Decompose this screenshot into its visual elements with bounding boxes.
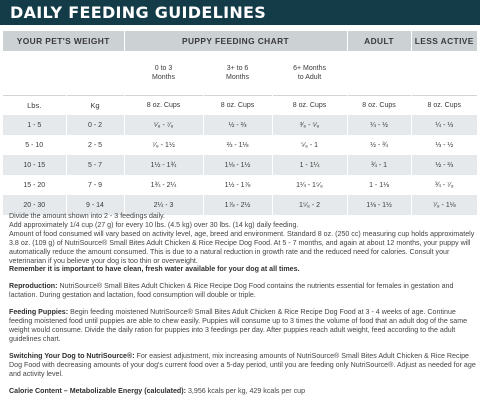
feeding-notes: [9, 212, 477, 395]
cups-unit-header: 8 oz. Cups: [272, 95, 347, 115]
reproduction-label: Reproduction:: [9, 282, 58, 291]
cups-cell: 1 - 1⅛: [347, 175, 411, 195]
feeding-frequency-note: Divide the amount shown into 2 - 3 feedings daily.: [9, 212, 166, 220]
cups-cell: ⁵⁄₈ - ⁷⁄₈: [124, 115, 203, 135]
kg-unit-header: Kg: [66, 95, 124, 115]
cups-cell: ¼ - ⅓: [411, 115, 477, 135]
cups-cell: 1½ - 1⅞: [203, 175, 272, 195]
cups-cell: ⅓ - ½: [411, 135, 477, 155]
table-row: [3, 155, 477, 175]
feeding-puppies-text: Begin feeding moistened NutriSource® Small Bites Adult Chicken & Rice Recipe Dog Food at 3 - 4 weeks of age. Continue feeding moistened food until puppies are able to chew easily. Puppies will consume up to 3 times the volume of food that an adult dog of the same weight would consume. Divide the daily ration for puppies into 3 feedings per day. After puppies reach adult weight, feed according to the adult guidelines chart.: [9, 308, 468, 343]
table-row: [3, 115, 477, 135]
cups-cell: 1¾ - 2¼: [124, 175, 203, 195]
cups-cell: 1⅛ - 1½: [347, 195, 411, 215]
cups-cell: 1 - 1¼: [272, 155, 347, 175]
age-6-adult-header: 6+ Months to Adult: [272, 51, 347, 95]
empty-age-cell: [3, 51, 66, 95]
lbs-unit-header: Lbs.: [3, 95, 66, 115]
cups-cell: ½ - ⅔: [203, 115, 272, 135]
cups-cell: 1⅞ - 2½: [203, 195, 272, 215]
extra-weight-note: Add approximately 1/4 cup (27 g) for every 10 lbs. (4.5 kg) over 30 lbs. (14 kg) daily feeding.: [9, 220, 299, 229]
table-row: [3, 175, 477, 195]
cups-unit-header: 8 oz. Cups: [124, 95, 203, 115]
cups-cell: ⁵⁄₈ - 1: [272, 135, 347, 155]
calorie-text: 3,956 kcals per kg, 429 kcals per cup: [185, 386, 306, 395]
water-reminder: Remember it is important to have clean, fresh water available for your dog at all times.: [9, 265, 300, 274]
empty-age-cell: [347, 51, 411, 95]
lbs-cell: 20 - 30: [3, 195, 66, 215]
adult-category-header: ADULT: [347, 31, 411, 51]
cups-cell: 1⁵⁄₈ - 2: [272, 195, 347, 215]
feeding-puppies-paragraph: [9, 308, 477, 344]
feeding-chart-table: [3, 31, 477, 215]
reproduction-paragraph: [9, 282, 477, 300]
cups-unit-header: 8 oz. Cups: [411, 95, 477, 115]
less-active-category-header: LESS ACTIVE: [411, 31, 477, 51]
calorie-label: Calorie Content – Metabolizable Energy (calculated):: [9, 386, 186, 395]
empty-age-cell: [411, 51, 477, 95]
unit-header-row: [3, 95, 477, 115]
cups-cell: 1½ - 1¾: [124, 155, 203, 175]
kg-cell: 0 - 2: [66, 115, 124, 135]
cups-cell: ³⁄₈ - ⁵⁄₈: [272, 115, 347, 135]
cups-cell: ⁷⁄₈ - 1½: [124, 135, 203, 155]
page-title: DAILY FEEDING GUIDELINES: [0, 0, 480, 25]
cups-cell: 1¼ - 1⁵⁄₈: [272, 175, 347, 195]
age-0-3-header: 0 to 3 Months: [124, 51, 203, 95]
category-header-row: [3, 31, 477, 51]
puppy-category-header: PUPPY FEEDING CHART: [124, 31, 347, 51]
kg-cell: 9 - 14: [66, 195, 124, 215]
reproduction-text: NutriSource® Small Bites Adult Chicken & Rice Recipe Dog Food contains the nutrients essential for females in gestation and lactation. During gestation and lactation, food consumption will double or triple.: [9, 282, 454, 300]
cups-cell: ¾ - 1: [347, 155, 411, 175]
cups-cell: ½ - ⅔: [411, 155, 477, 175]
amount-variation-note: Amount of food consumed will vary based on activity level, age, breed and environment. Standard 8 oz. (250 cc) measuring cup holds approximately 3.8 oz. (109 g) of NutriSource® Small Bites Adult Chicken & Rice Recipe Dog Food. At 5 - 7 months, and again at about 12 months, your puppy will automatically reduce the amount consumed. This is due to a natural reduction in growth rate and the reduced need for calories. Consult your veterinarian if you believe your dog is too thin or overweight.: [9, 229, 475, 265]
table-row: [3, 135, 477, 155]
lbs-cell: 15 - 20: [3, 175, 66, 195]
cups-cell: ½ - ¾: [347, 135, 411, 155]
kg-cell: 7 - 9: [66, 175, 124, 195]
cups-cell: 1⅛ - 1½: [203, 155, 272, 175]
cups-cell: ¼ - ½: [347, 115, 411, 135]
empty-age-cell: [66, 51, 124, 95]
lbs-cell: 5 - 10: [3, 135, 66, 155]
age-3-6-header: 3+ to 6 Months: [203, 51, 272, 95]
cups-cell: ⅔ - 1⅛: [203, 135, 272, 155]
lbs-cell: 10 - 15: [3, 155, 66, 175]
kg-cell: 5 - 7: [66, 155, 124, 175]
cups-cell: ⁷⁄₈ - 1⅛: [411, 195, 477, 215]
age-header-row: [3, 51, 477, 95]
calorie-paragraph: [9, 387, 477, 396]
cups-unit-header: 8 oz. Cups: [347, 95, 411, 115]
lbs-cell: 1 - 5: [3, 115, 66, 135]
cups-cell: 2¼ - 3: [124, 195, 203, 215]
kg-cell: 2 - 5: [66, 135, 124, 155]
switching-label: Switching Your Dog to NutriSource®:: [9, 351, 135, 360]
cups-cell: ¾ - ⁷⁄₈: [411, 175, 477, 195]
switching-text: For easiest adjustment, mix increasing amounts of NutriSource® Small Bites Adult Chicken & Rice Recipe Dog Food with decreasing amounts of your dog's current food over a 5-day period, until you are feeding only NutriSource®. Adjust as needed for age and activity level.: [9, 351, 476, 378]
cups-unit-header: 8 oz. Cups: [203, 95, 272, 115]
feeding-puppies-label: Feeding Puppies:: [9, 308, 69, 317]
weight-category-header: YOUR PET'S WEIGHT: [3, 31, 124, 51]
switching-paragraph: [9, 352, 477, 379]
